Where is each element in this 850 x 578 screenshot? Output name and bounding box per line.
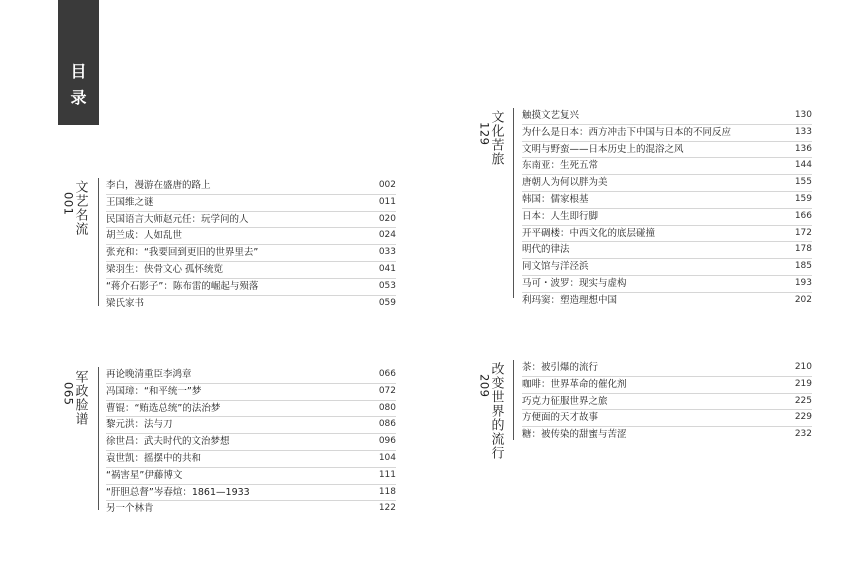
toc-heading-char: 目 xyxy=(70,62,87,81)
entry-title: 糖：被传染的甜蜜与苦涩 xyxy=(522,429,627,441)
entry-page-number: 219 xyxy=(794,378,812,389)
entry-page-number: 178 xyxy=(794,244,812,255)
entry-page-number: 155 xyxy=(794,177,812,188)
section-page: 209 xyxy=(477,374,492,398)
toc-entry[interactable] xyxy=(522,192,812,209)
toc-entry[interactable] xyxy=(522,410,812,427)
toc-entry[interactable] xyxy=(106,296,396,312)
entry-page-number: 193 xyxy=(794,277,812,288)
entry-page-number: 225 xyxy=(794,395,812,406)
entry-title: 文明与野蛮——日本历史上的混浴之风 xyxy=(522,143,684,155)
toc-entry[interactable] xyxy=(522,293,812,309)
entry-title: 马可・波罗：现实与虚构 xyxy=(522,277,627,289)
entry-page-number: 053 xyxy=(378,280,396,291)
entry-title: 徐世昌：武夫时代的文治梦想 xyxy=(106,436,230,448)
entry-title: 韩国：儒家根基 xyxy=(522,193,589,205)
entry-title: 梁羽生：侠骨文心 孤怀统览 xyxy=(106,263,224,275)
section-page: 129 xyxy=(477,122,492,146)
section-divider xyxy=(98,178,99,306)
entry-page-number: 133 xyxy=(794,126,812,137)
toc-entry[interactable] xyxy=(522,175,812,192)
entry-title: 触摸文艺复兴 xyxy=(522,110,580,121)
entry-page-number: 232 xyxy=(794,429,812,440)
entry-page-number: 185 xyxy=(794,261,812,272)
entry-page-number: 020 xyxy=(378,213,396,224)
entry-page-number: 002 xyxy=(378,180,396,190)
entry-title: 明代的律法 xyxy=(522,244,570,256)
toc-entry[interactable] xyxy=(522,360,812,377)
entry-page-number: 122 xyxy=(378,503,396,514)
section-entries xyxy=(522,360,812,443)
entry-page-number: 059 xyxy=(378,297,396,308)
entry-page-number: 144 xyxy=(794,160,812,171)
entry-page-number: 080 xyxy=(378,402,396,413)
section-name: 文化苦旅 xyxy=(488,110,504,166)
toc-entry[interactable] xyxy=(106,195,396,212)
entry-title: 利玛窦：塑造理想中国 xyxy=(522,294,618,306)
toc-entry[interactable] xyxy=(106,401,396,418)
entry-title: 王国维之谜 xyxy=(106,196,154,208)
toc-entry[interactable] xyxy=(106,228,396,245)
entry-page-number: 086 xyxy=(378,419,396,430)
section-page: 065 xyxy=(61,382,76,406)
entry-title: “祸害星”伊藤博文 xyxy=(106,469,183,481)
toc-entry[interactable] xyxy=(522,377,812,394)
toc-entry[interactable] xyxy=(106,384,396,401)
entry-page-number: 096 xyxy=(378,436,396,447)
toc-heading-char: 录 xyxy=(70,88,87,107)
entry-page-number: 104 xyxy=(378,452,396,463)
toc-entry[interactable] xyxy=(106,245,396,262)
section-divider xyxy=(98,367,99,510)
entry-page-number: 118 xyxy=(378,486,396,497)
entry-title: “肝胆总督”岑春煊：1861—1933 xyxy=(106,486,250,498)
section-title xyxy=(478,362,503,460)
section-name: 文艺名流 xyxy=(72,180,88,236)
entry-page-number: 210 xyxy=(794,362,812,372)
entry-page-number: 066 xyxy=(378,369,396,379)
entry-title: 民国语言大师赵元任：玩学问的人 xyxy=(106,213,249,225)
toc-entry[interactable] xyxy=(522,259,812,276)
toc-entry[interactable] xyxy=(106,501,396,517)
entry-title: 胡兰成：人如乱世 xyxy=(106,230,183,242)
section-name: 改变世界的流行 xyxy=(488,362,504,460)
section-page: 001 xyxy=(61,192,76,216)
entry-page-number: 011 xyxy=(378,196,396,207)
entry-page-number: 159 xyxy=(794,193,812,204)
toc-entry[interactable] xyxy=(106,262,396,279)
entry-page-number: 024 xyxy=(378,230,396,241)
toc-entry[interactable] xyxy=(522,108,812,125)
entry-title: 冯国璋：“和平统一”梦 xyxy=(106,385,202,397)
toc-entry[interactable] xyxy=(106,212,396,229)
entry-page-number: 136 xyxy=(794,143,812,154)
entry-title: 唐朝人为何以胖为美 xyxy=(522,177,608,189)
entry-title: 再论晚清重臣李鸿章 xyxy=(106,369,192,380)
entry-title: 为什么是日本：西方冲击下中国与日本的不同反应 xyxy=(522,126,732,138)
entry-page-number: 172 xyxy=(794,227,812,238)
section-entries xyxy=(522,108,812,309)
section-entries xyxy=(106,367,396,517)
section-title xyxy=(62,180,87,236)
entry-page-number: 130 xyxy=(794,110,812,120)
entry-title: 巧克力征服世界之旅 xyxy=(522,395,608,407)
toc-entry[interactable] xyxy=(106,178,396,195)
toc-heading-block xyxy=(58,0,99,125)
entry-title: 日本：人生即行脚 xyxy=(522,210,599,222)
toc-entry[interactable] xyxy=(522,242,812,259)
entry-page-number: 229 xyxy=(794,412,812,423)
toc-entry[interactable] xyxy=(522,394,812,411)
entry-page-number: 166 xyxy=(794,210,812,221)
section-divider xyxy=(513,360,514,440)
entry-title: 李白，漫游在盛唐的路上 xyxy=(106,180,211,191)
entry-title: 梁氏家书 xyxy=(106,297,145,309)
entry-title: 同文馆与洋泾浜 xyxy=(522,261,589,273)
toc-entry[interactable] xyxy=(522,125,812,142)
entry-page-number: 111 xyxy=(378,469,396,480)
toc-entry[interactable] xyxy=(106,367,396,384)
entry-title: 黎元洪：法与刀 xyxy=(106,419,173,431)
section-title xyxy=(478,110,503,166)
section-title xyxy=(62,370,87,426)
section-name: 军政脸谱 xyxy=(72,370,88,426)
toc-entry[interactable] xyxy=(106,279,396,296)
section-entries xyxy=(106,178,396,311)
entry-title: 咖啡：世界革命的催化剂 xyxy=(522,378,627,390)
toc-entry[interactable] xyxy=(522,427,812,443)
entry-title: 张充和：“我要回到更旧的世界里去” xyxy=(106,247,259,259)
toc-entry[interactable] xyxy=(522,226,812,243)
entry-page-number: 072 xyxy=(378,385,396,396)
toc-entry[interactable] xyxy=(522,209,812,226)
entry-page-number: 033 xyxy=(378,247,396,258)
entry-page-number: 041 xyxy=(378,263,396,274)
toc-entry[interactable] xyxy=(106,417,396,434)
toc-entry[interactable] xyxy=(522,158,812,175)
entry-title: 方便面的天才故事 xyxy=(522,412,599,424)
toc-entry[interactable] xyxy=(106,485,396,502)
section-divider xyxy=(513,108,514,298)
entry-title: 开平碉楼：中西文化的底层碰撞 xyxy=(522,227,656,239)
toc-entry[interactable] xyxy=(522,142,812,159)
toc-entry[interactable] xyxy=(106,451,396,468)
entry-title: 曹锟：“贿选总统”的法治梦 xyxy=(106,402,221,414)
entry-title: “蒋介石影子”：陈布雷的崛起与殒落 xyxy=(106,280,259,292)
toc-entry[interactable] xyxy=(106,434,396,451)
entry-title: 茶：被引爆的流行 xyxy=(522,362,599,373)
toc-entry[interactable] xyxy=(106,468,396,485)
entry-title: 东南亚：生死五常 xyxy=(522,160,599,172)
toc-entry[interactable] xyxy=(522,276,812,293)
entry-title: 另一个林肯 xyxy=(106,503,154,515)
entry-page-number: 202 xyxy=(794,294,812,305)
entry-title: 袁世凯：摇摆中的共和 xyxy=(106,452,202,464)
